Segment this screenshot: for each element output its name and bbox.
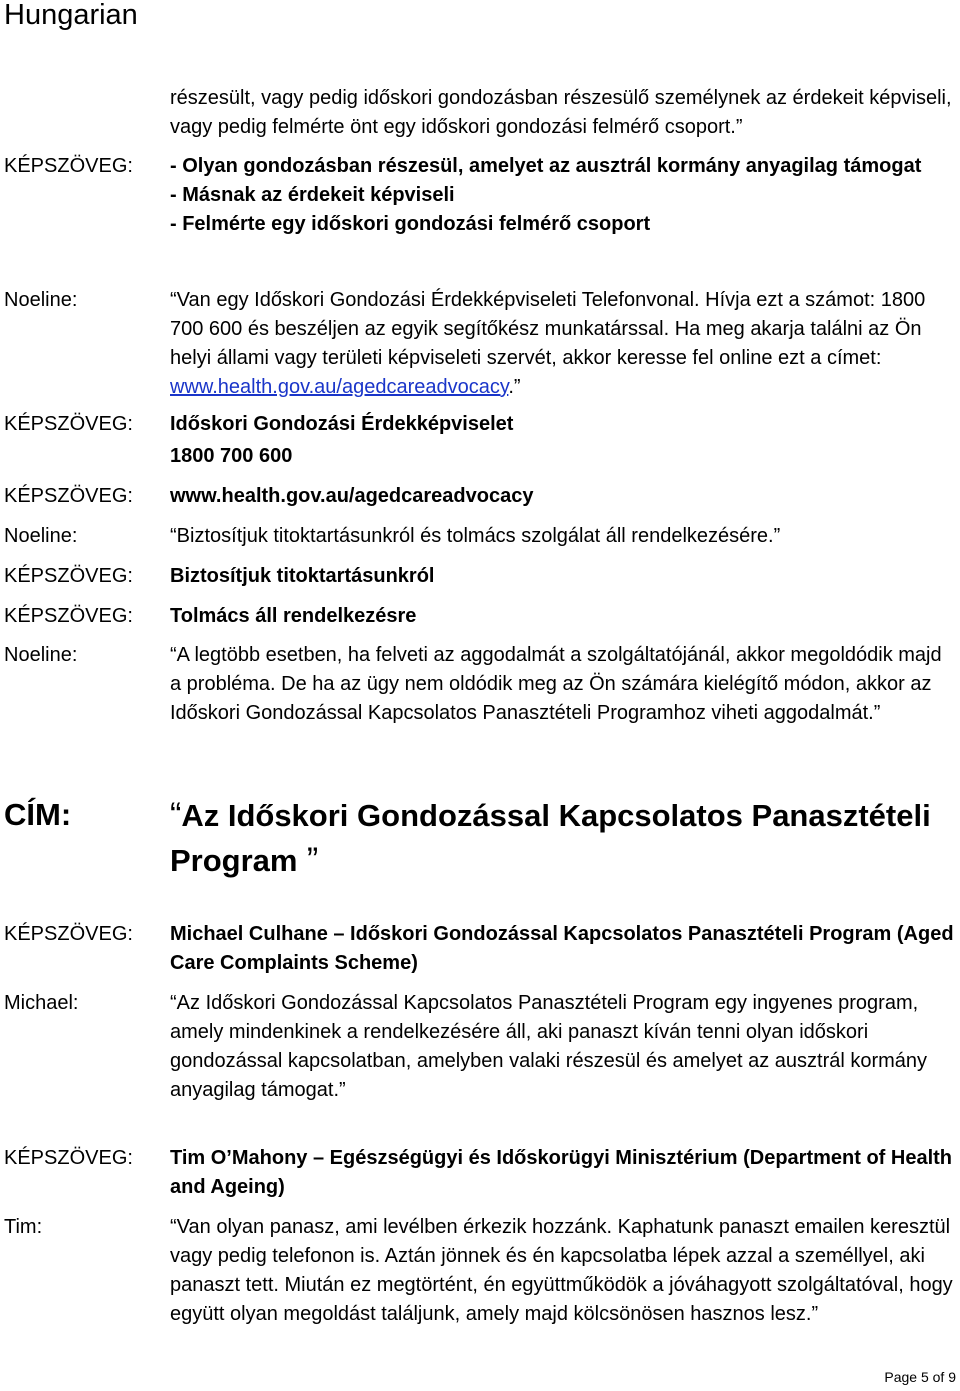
speaker-label: Noeline: [4,644,78,666]
segment-text: “Az Időskori Gondozással Kapcsolatos Panasztételi Program egy ingyenes program, amely mindenkinek a rendelkezésére áll, aki panaszt kíván tenni olyan időskori gondozással kapcsolatban, amelyben valaki részesül és amelyet az ausztrál kormány anyagilag támogat.” [170,992,928,1101]
speaker-label: KÉPSZÖVEG: [4,923,133,945]
segment-text: “Van egy Időskori Gondozási Érdekképviseleti Telefonvonal. Hívja ezt a számot: 1800 700 600 és beszéljen az egyik segítőkész munkatárssal. Ha meg akarja találni az Ön helyi állami vagy területi képviseleti szervét, akkor keresse fel online ezt a címet: www.health.gov.au/agedcareadvocacy.” [170,289,926,398]
caption-line: - Felmérte egy időskori gondozási felmérő csoport [170,213,651,235]
speaker-label: KÉPSZÖVEG: [4,605,133,627]
speaker-label: KÉPSZÖVEG: [4,155,133,177]
segment-text: részesült, vagy pedig időskori gondozásban részesülő személynek az érdekeit képviseli, vagy pedig felmérte önt egy időskori gondozási felmérő csoport.” [170,87,952,138]
section-title: “Az Időskori Gondozással Kapcsolatos Panasztételi Program ” [170,796,931,879]
advocacy-link[interactable]: www.health.gov.au/agedcareadvocacy [170,376,509,398]
speaker-label: Noeline: [4,525,78,547]
caption-text: Biztosítjuk titoktartásunkról [170,565,435,587]
title-label: CÍM: [4,797,72,832]
speaker-label: KÉPSZÖVEG: [4,565,133,587]
segment-text: “Biztosítjuk titoktartásunkról és tolmács szolgálat áll rendelkezésére.” [170,525,781,547]
caption-text: www.health.gov.au/agedcareadvocacy [170,485,534,507]
caption-line: 1800 700 600 [170,445,293,467]
caption-text [170,152,956,239]
caption-line: - Olyan gondozásban részesül, amelyet az ausztrál kormány anyagilag támogat [170,155,922,177]
caption-text: Michael Culhane – Időskori Gondozással Kapcsolatos Panasztételi Program (Aged Care Complaints Scheme) [170,923,954,974]
speaker-label: KÉPSZÖVEG: [4,1147,133,1169]
page-title: Hungarian [4,0,138,31]
segment-text: “Van olyan panasz, ami levélben érkezik hozzánk. Kaphatunk panaszt emailen keresztül vagy pedig telefonon is. Aztán jönnek és én kapcsolatba lépek azzal a személlyel, aki panaszt tett. Miután ez megtörtént, én együttműködök a jóváhagyott szolgáltatóval, hogy együtt olyan megoldást találjunk, amely majd kölcsönösen hasznos lesz.” [170,1216,953,1325]
speaker-label: KÉPSZÖVEG: [4,485,133,507]
caption-line: Időskori Gondozási Érdekképviselet [170,413,514,435]
segment-text: “A legtöbb esetben, ha felveti az aggodalmát a szolgáltatójánál, akkor megoldódik majd a probléma. De ha az ügy nem oldódik meg az Ön számára kielégítő módon, akkor az Időskori Gondozással Kapcsolatos Panasztételi Programhoz viheti aggodalmát.” [170,644,942,724]
caption-text [170,410,956,471]
speaker-label: Noeline: [4,289,78,311]
caption-text: Tolmács áll rendelkezésre [170,605,417,627]
speaker-label: Michael: [4,992,79,1014]
caption-line: - Másnak az érdekeit képviseli [170,184,455,206]
speaker-label: KÉPSZÖVEG: [4,413,133,435]
page-number: Page 5 of 9 [884,1369,956,1385]
caption-text: Tim O’Mahony – Egészségügyi és Időskorügyi Minisztérium (Department of Health and Ageing) [170,1147,953,1198]
speaker-label: Tim: [4,1216,43,1238]
